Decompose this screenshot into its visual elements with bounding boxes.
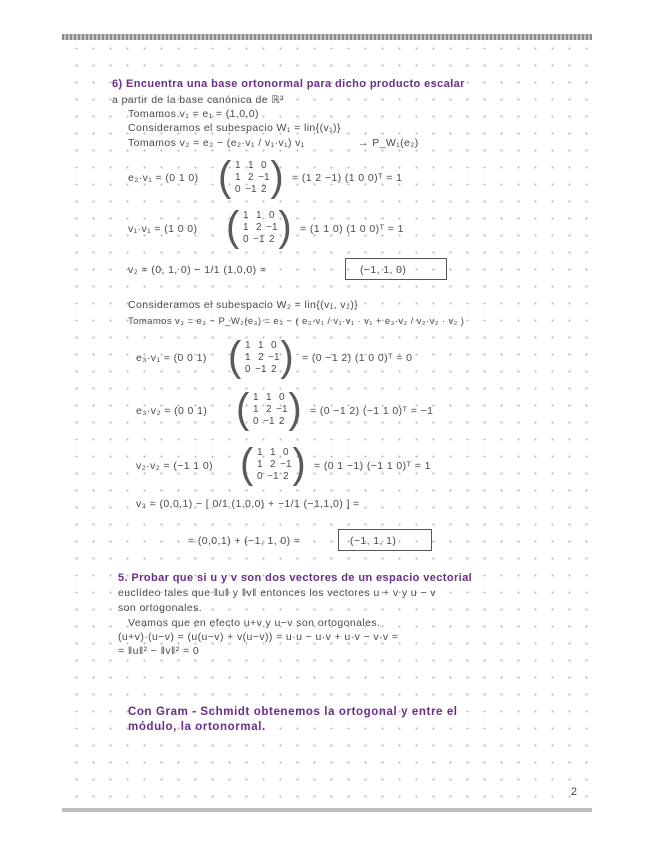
v2-line: v₂ = (0, 1, 0) − 1/1 (1,0,0) = (128, 264, 267, 276)
v1v1-rhs: = (1 1 0) (1 0 0)ᵀ = 1 (300, 223, 404, 235)
matrix-entry: 1 (253, 391, 259, 403)
section5-title3: son ortogonales. (118, 602, 203, 614)
matrix-entry: 2 (266, 403, 272, 415)
matrix-entry: −1 (255, 363, 267, 375)
matrix-entry: 2 (283, 470, 289, 482)
matrix-entry: 1 (253, 403, 259, 415)
matrix-entry: 2 (270, 458, 276, 470)
matrix-entry: 1 (245, 339, 251, 351)
matrix-entry: 1 (243, 221, 249, 233)
matrix-entry: −1 (267, 470, 279, 482)
matrix-entry: −1 (258, 171, 270, 183)
section6-title: 6) Encuentra una base ortonormal para dicho producto escalar (112, 78, 465, 90)
v2v2-rhs: = (0 1 −1) (−1 1 0)ᵀ = 1 (314, 460, 431, 472)
v2v2-lhs: v₂·v₂ = (−1 1 0) (136, 460, 213, 472)
gram-matrix-5: ( 1 1 0 1 2 −1 0 −1 2 ) (240, 440, 306, 488)
matrix-entry: 0 (269, 209, 275, 221)
matrix-entry: −1 (276, 403, 288, 415)
section5-title: 5. Probar que si u y v son dos vectores de un espacio vectorial (118, 572, 473, 584)
gram-matrix-4: ( 1 1 0 1 2 −1 0 −1 2 ) (236, 385, 302, 433)
matrix-entry: 1 (256, 209, 262, 221)
gram-matrix-1: ( 1 1 0 1 2 −1 0 −1 2 ) (218, 153, 284, 201)
matrix-entry: 1 (258, 339, 264, 351)
line-projection: → P_W₁(e₂) (358, 137, 419, 149)
section5-title2: euclídeo tales que ‖u‖ y ‖v‖ entonces los vectores u + v y u − v (118, 587, 436, 599)
section5-l2: (u+v)·(u−v) = (u(u−v) + v(u−v)) = u·u − u·v + u·v − v·v = (118, 631, 399, 643)
page-top-edge (62, 34, 592, 40)
e3v1-rhs: = (0 −1 2) (1 0 0)ᵀ = 0 (302, 352, 413, 364)
matrix-entry: 0 (271, 339, 277, 351)
matrix-entry: 2 (279, 415, 285, 427)
matrix-entry: 1 (245, 351, 251, 363)
line-w1: Consideramos el subespacio W₁ = lin{(v₁)} (128, 122, 341, 134)
matrix-entry: 0 (261, 159, 267, 171)
matrix-entry: 2 (269, 233, 275, 245)
v1v1-lhs: v₁·v₁ = (1 0 0) (128, 223, 198, 235)
matrix-entry: 0 (243, 233, 249, 245)
matrix-entry: −1 (253, 233, 265, 245)
matrix-entry: −1 (266, 221, 278, 233)
matrix-entry: 2 (261, 183, 267, 195)
e3v2-rhs: = (0 −1 2) (−1 1 0)ᵀ = −1 (310, 405, 434, 417)
e2v1-rhs: = (1 2 −1) (1 0 0)ᵀ = 1 (292, 172, 403, 184)
gram-matrix-2: ( 1 1 0 1 2 −1 0 −1 2 ) (226, 203, 292, 251)
section5-l3: = ‖u‖² − ‖v‖² = 0 (118, 645, 200, 657)
v2-result: (−1, 1, 0) (360, 264, 407, 276)
matrix-entry: 1 (257, 458, 263, 470)
line-v1: Tomamos v₁ = e₁ = (1,0,0) (128, 108, 259, 120)
page-bottom-edge (62, 808, 592, 812)
section6-title2: a partir de la base canónica de ℝ³ (112, 94, 284, 106)
section5-l1: Veamos que en efecto u+v y u−v son ortogonales. (128, 617, 381, 629)
e2v1-lhs: e₂·v₁ = (0 1 0) (128, 172, 199, 184)
matrix-entry: 0 (257, 470, 263, 482)
matrix-entry: 2 (271, 363, 277, 375)
e3v2-lhs: e₃·v₂ = (0 0 1) (136, 405, 208, 417)
matrix-entry: 0 (253, 415, 259, 427)
e3v1-lhs: e₃·v₁ = (0 0 1) (136, 352, 207, 364)
line-v3-formula: Tomamos v₃ = e₃ − P_W₂(e₃) = e₃ − ( e₃·v₁ / v₁·v₁ · v₁ + e₃·v₂ / v₂·v₂ · v₂ ) (128, 316, 465, 327)
matrix-entry: 0 (245, 363, 251, 375)
matrix-entry: 0 (279, 391, 285, 403)
matrix-entry: −1 (263, 415, 275, 427)
matrix-entry: 1 (248, 159, 254, 171)
matrix-entry: 2 (256, 221, 262, 233)
matrix-entry: 1 (235, 171, 241, 183)
gram-matrix-3: ( 1 1 0 1 2 −1 0 −1 2 ) (228, 333, 294, 381)
note-line2: módulo, la ortonormal. (128, 721, 266, 733)
matrix-entry: 0 (283, 446, 289, 458)
matrix-entry: 1 (270, 446, 276, 458)
matrix-entry: 0 (235, 183, 241, 195)
matrix-entry: 1 (243, 209, 249, 221)
matrix-entry: 2 (258, 351, 264, 363)
line-w2: Consideramos el subespacio W₂ = lin{(v₁, v₂)} (128, 299, 359, 311)
line-v2-formula: Tomamos v₂ = e₂ − (e₂·v₁ / v₁·v₁) v₁ (128, 137, 305, 149)
matrix-entry: −1 (245, 183, 257, 195)
matrix-entry: −1 (268, 351, 280, 363)
matrix-entry: 2 (248, 171, 254, 183)
page-number: 2 (570, 786, 577, 798)
note-line1: Con Gram - Schmidt obtenemos la ortogonal y entre el (128, 706, 458, 718)
notebook-page (62, 34, 592, 812)
v3-result: (−1, 1, 1) (350, 535, 397, 547)
matrix-entry: 1 (235, 159, 241, 171)
matrix-entry: 1 (266, 391, 272, 403)
matrix-entry: −1 (280, 458, 292, 470)
v3-line: v₃ = (0,0,1) − [ 0/1 (1,0,0) + −1/1 (−1,1,0) ] = (136, 498, 360, 510)
v3-line2: = (0,0,1) + (−1, 1, 0) = (188, 535, 301, 547)
matrix-entry: 1 (257, 446, 263, 458)
